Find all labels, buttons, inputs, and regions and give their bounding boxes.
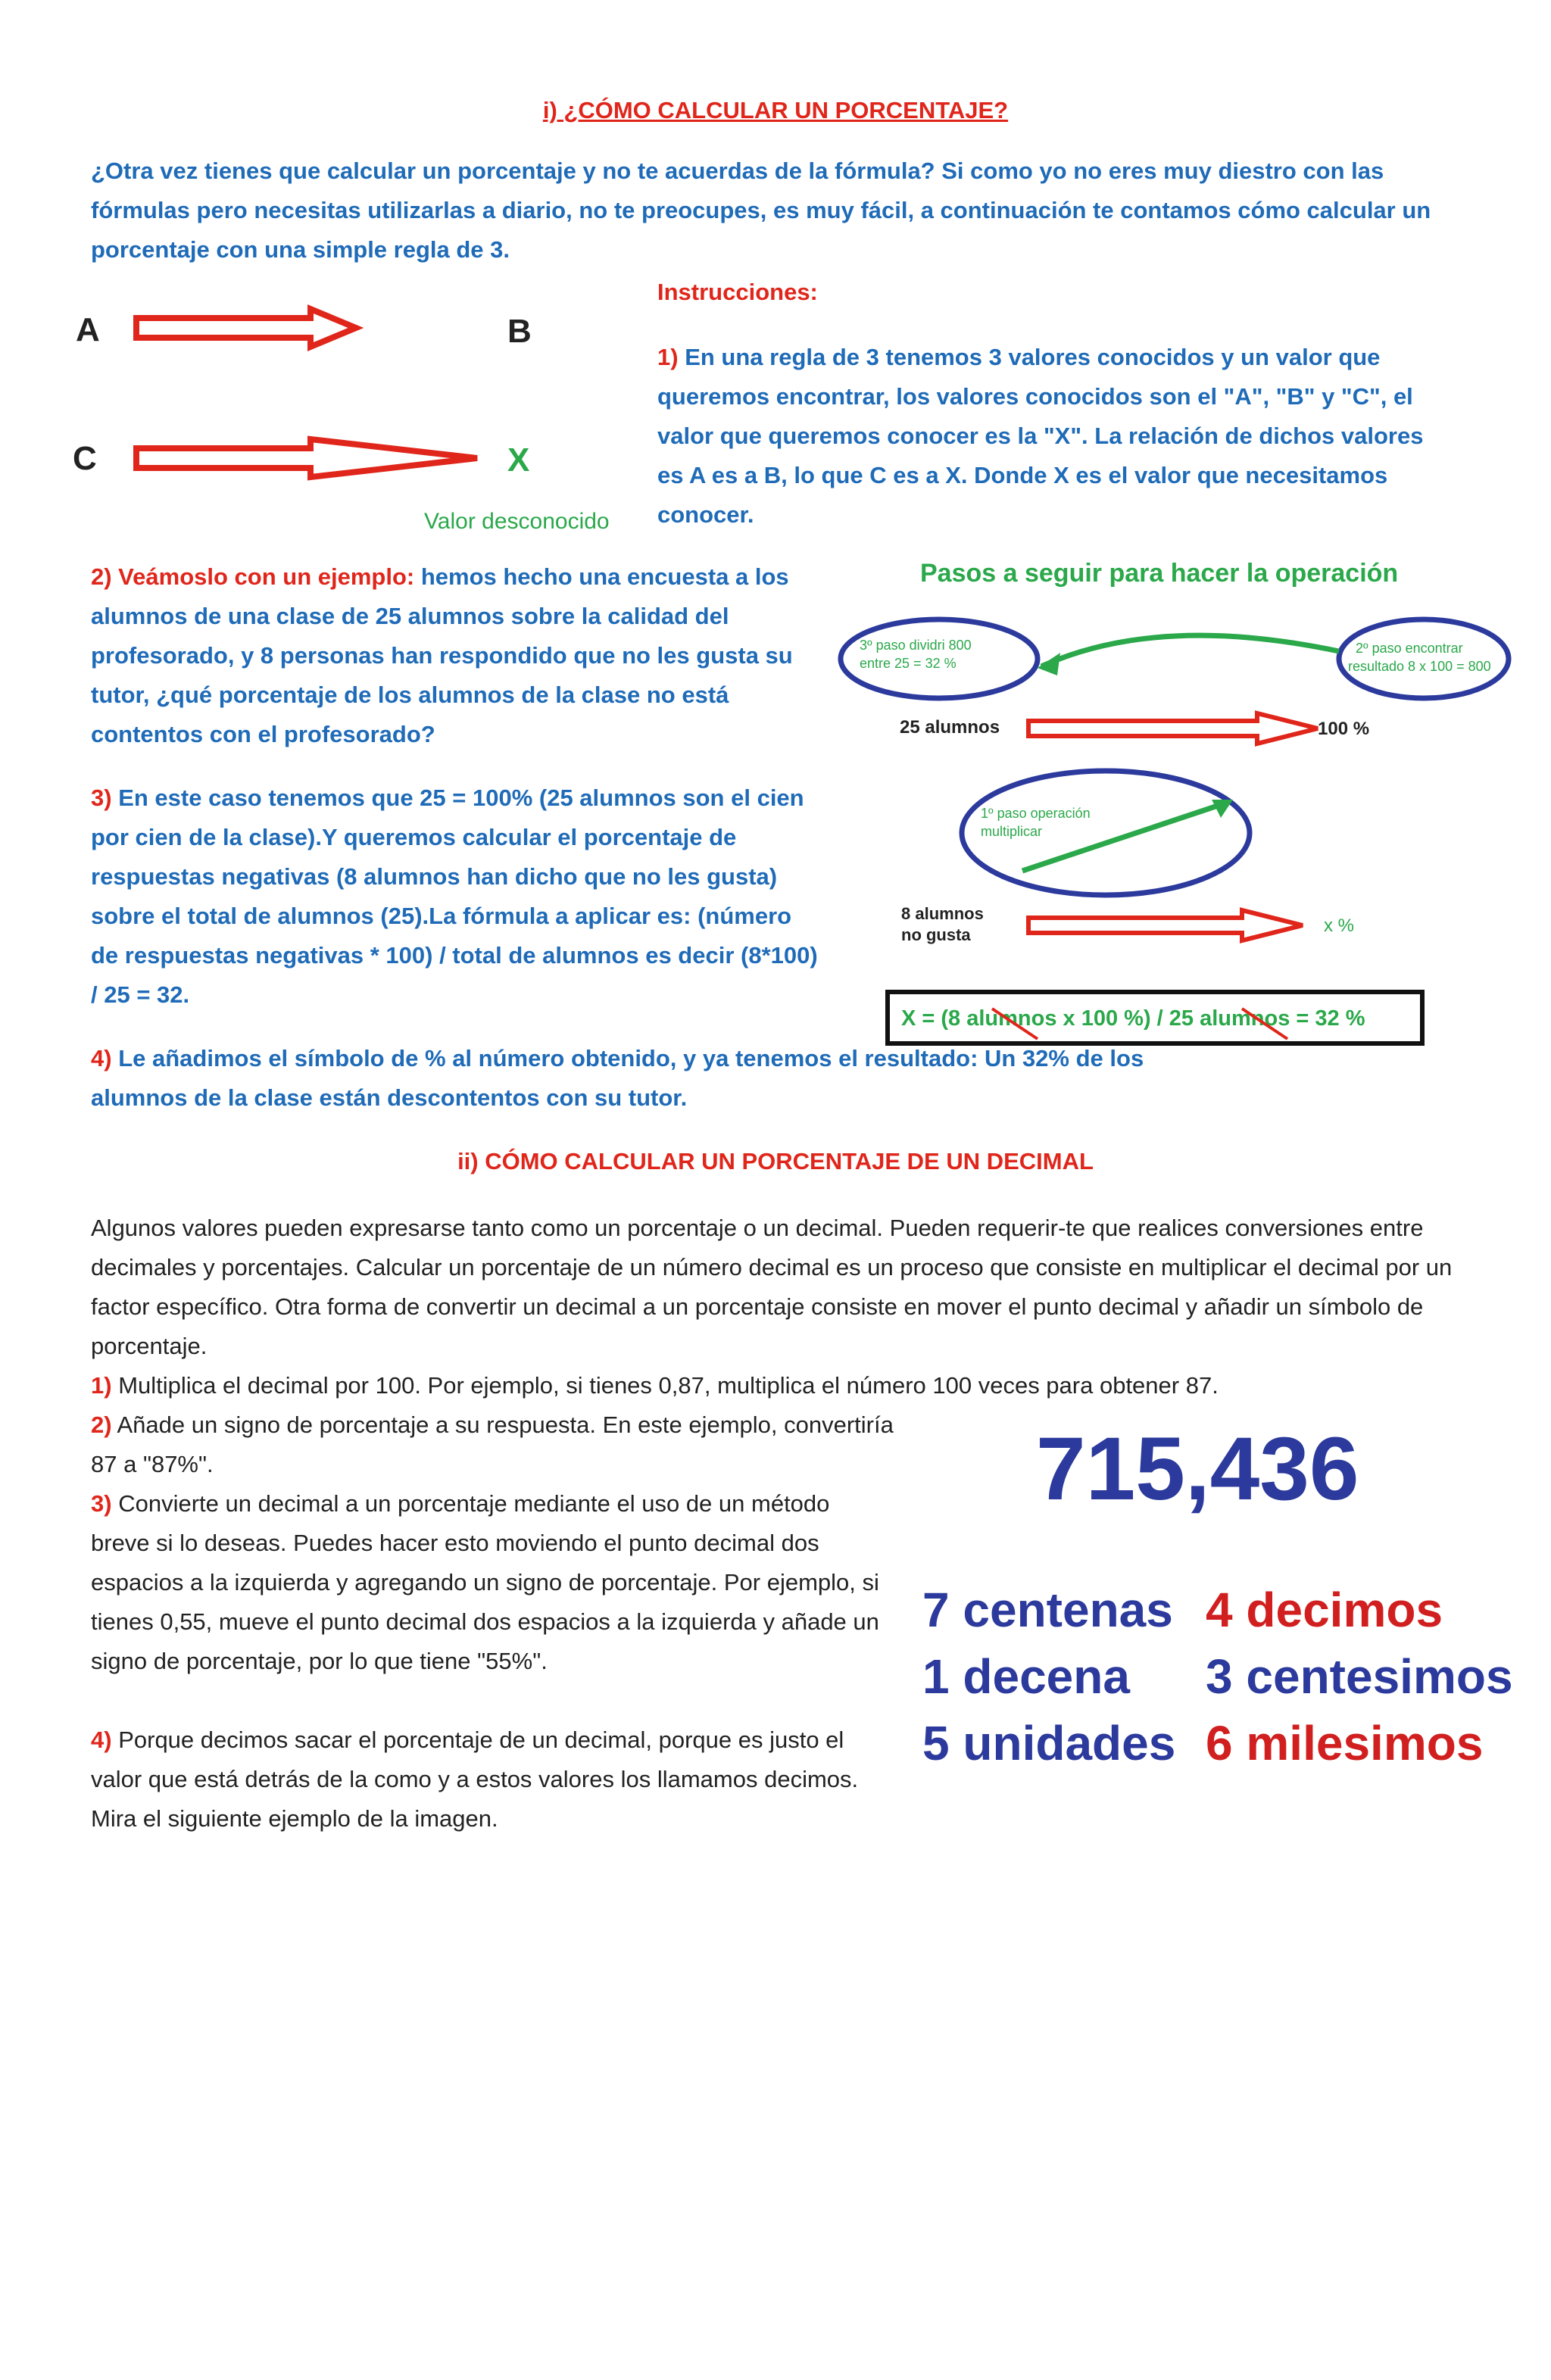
left-bottom-line1: 8 alumnos (901, 904, 984, 923)
rule-of-three-diagram (68, 288, 651, 553)
step3-paragraph: 3) En este caso tenemos que 25 = 100% (25 alumnos son el cien por cien de la clase).Y queremos calcular el porcentaje de respuestas negativas (8 alumnos han dicho que no les gusta) sobre el total de alumnos (25).La fórmula a aplicar es: (número de respuestas negativas * 100) / total de alumnos es decir (8*100) / 25 = 32. (91, 784, 818, 1008)
steps-title: Pasos a seguir para hacer la operación (920, 559, 1399, 588)
instructions-label: Instrucciones: (657, 279, 818, 305)
decimal-number: 715,436 (1036, 1424, 1359, 1519)
label-b: B (507, 313, 532, 350)
place-left-1: 1 decena (922, 1649, 1130, 1704)
step3-line2: entre 25 = 32 % (860, 656, 957, 671)
step2-paragraph: 2) Veámoslo con un ejemplo: hemos hecho una encuesta a los alumnos de una clase de 25 alumnos sobre la calidad del profesorado, y 8 personas han respondido que no les gusta su tutor, ¿qué porcentaje de los alumnos de la clase no está contentos con el profesorado? (91, 563, 793, 747)
place-right-1: 3 centesimos (1206, 1649, 1513, 1704)
section2-intro: Algunos valores pueden expresarse tanto como un porcentaje o un decimal. Pueden requerir-te que realices conversiones entre decimales y porcentajes. Calcular un porcentaje de un número decimal es un proceso que consiste en multiplicar el decimal por un factor específico. Otra forma de convertir un decimal a un porcentaje consiste en mover el punto decimal y añadir un símbolo de porcentaje. (91, 1215, 1453, 1359)
arrow-25-100-icon (1028, 713, 1318, 744)
place-right-0: 4 decimos (1206, 1583, 1443, 1637)
right-top-label: 100 % (1318, 719, 1370, 739)
decimal-place-value-image (909, 1424, 1515, 1787)
label-a: A (76, 311, 100, 348)
step3-line1: 3º paso dividri 800 (860, 638, 972, 653)
steps-diagram (833, 553, 1515, 1053)
step1-line1: 1º paso operación (981, 806, 1091, 821)
arrow-a-b-icon (136, 309, 356, 347)
curved-arrow-icon (1041, 635, 1339, 666)
section2-title: ii) CÓMO CALCULAR UN PORCENTAJE DE UN DECIMAL (457, 1148, 1094, 1174)
step2-line1: 2º paso encontrar (1356, 641, 1463, 656)
s2-step4: 4) Porque decimos sacar el porcentaje de un decimal, porque es justo el valor que está detrás de la como y a estos valores los llamamos decimos. Mira el siguiente ejemplo de la imagen. (91, 1727, 859, 1832)
section1-title: i) ¿CÓMO CALCULAR UN PORCENTAJE? (542, 97, 1009, 123)
step2-line2: resultado 8 x 100 = 800 (1348, 659, 1491, 674)
step1-paragraph: 1) En una regla de 3 tenemos 3 valores conocidos y un valor que queremos encontrar, los valores conocidos son el "A", "B" y "C", el valor que queremos conocer es la "X". La relación de dichos valores es A es a B, lo que C es a X. Donde X es el valor que necesitamos conocer. (657, 344, 1424, 528)
left-top-label: 25 alumnos (900, 717, 1000, 738)
s2-step3: 3) Convierte un decimal a un porcentaje mediante el uso de un método breve si lo deseas. Puedes hacer esto moviendo el punto decimal dos espacios a la izquierda y agregando un signo de porcentaje. Por ejemplo, si tienes 0,55, mueve el punto decimal dos espacios a la izquierda y añade un signo de porcentaje, por lo que tiene "55%". (91, 1490, 879, 1674)
right-bottom-label: x % (1324, 916, 1355, 936)
place-left-0: 7 centenas (922, 1583, 1173, 1637)
step4-paragraph: 4) Le añadimos el símbolo de % al número obtenido, y ya tenemos el resultado: Un 32% de los alumnos de la clase están descontentos con su tutor. (91, 1045, 1144, 1111)
arrow-c-x-icon (136, 439, 477, 477)
label-x: X (507, 441, 530, 479)
label-c: C (73, 440, 97, 477)
unknown-value-label: Valor desconocido (424, 509, 610, 534)
s2-step1: 1) Multiplica el decimal por 100. Por ejemplo, si tienes 0,87, multiplica el número 100 veces para obtener 87. (91, 1372, 1219, 1399)
formula-text: X = (8 alumnos x 100 %) / 25 alumnos = 32 % (901, 1006, 1365, 1031)
place-left-2: 5 unidades (922, 1716, 1176, 1770)
step1-line2: multiplicar (981, 824, 1043, 839)
arrow-8-x-icon (1028, 910, 1303, 940)
place-right-2: 6 milesimos (1206, 1716, 1484, 1770)
section1-intro: ¿Otra vez tienes que calcular un porcentaje y no te acuerdas de la fórmula? Si como yo no eres muy diestro con las fórmulas pero necesitas utilizarlas a diario, no te preocupes, es muy fácil, a continuación te contamos cómo calcular un porcentaje con una simple regla de 3. (91, 158, 1431, 263)
left-bottom-line2: no gusta (901, 925, 971, 944)
s2-step2: 2) Añade un signo de porcentaje a su respuesta. En este ejemplo, convertiría 87 a "87%". (91, 1411, 894, 1477)
